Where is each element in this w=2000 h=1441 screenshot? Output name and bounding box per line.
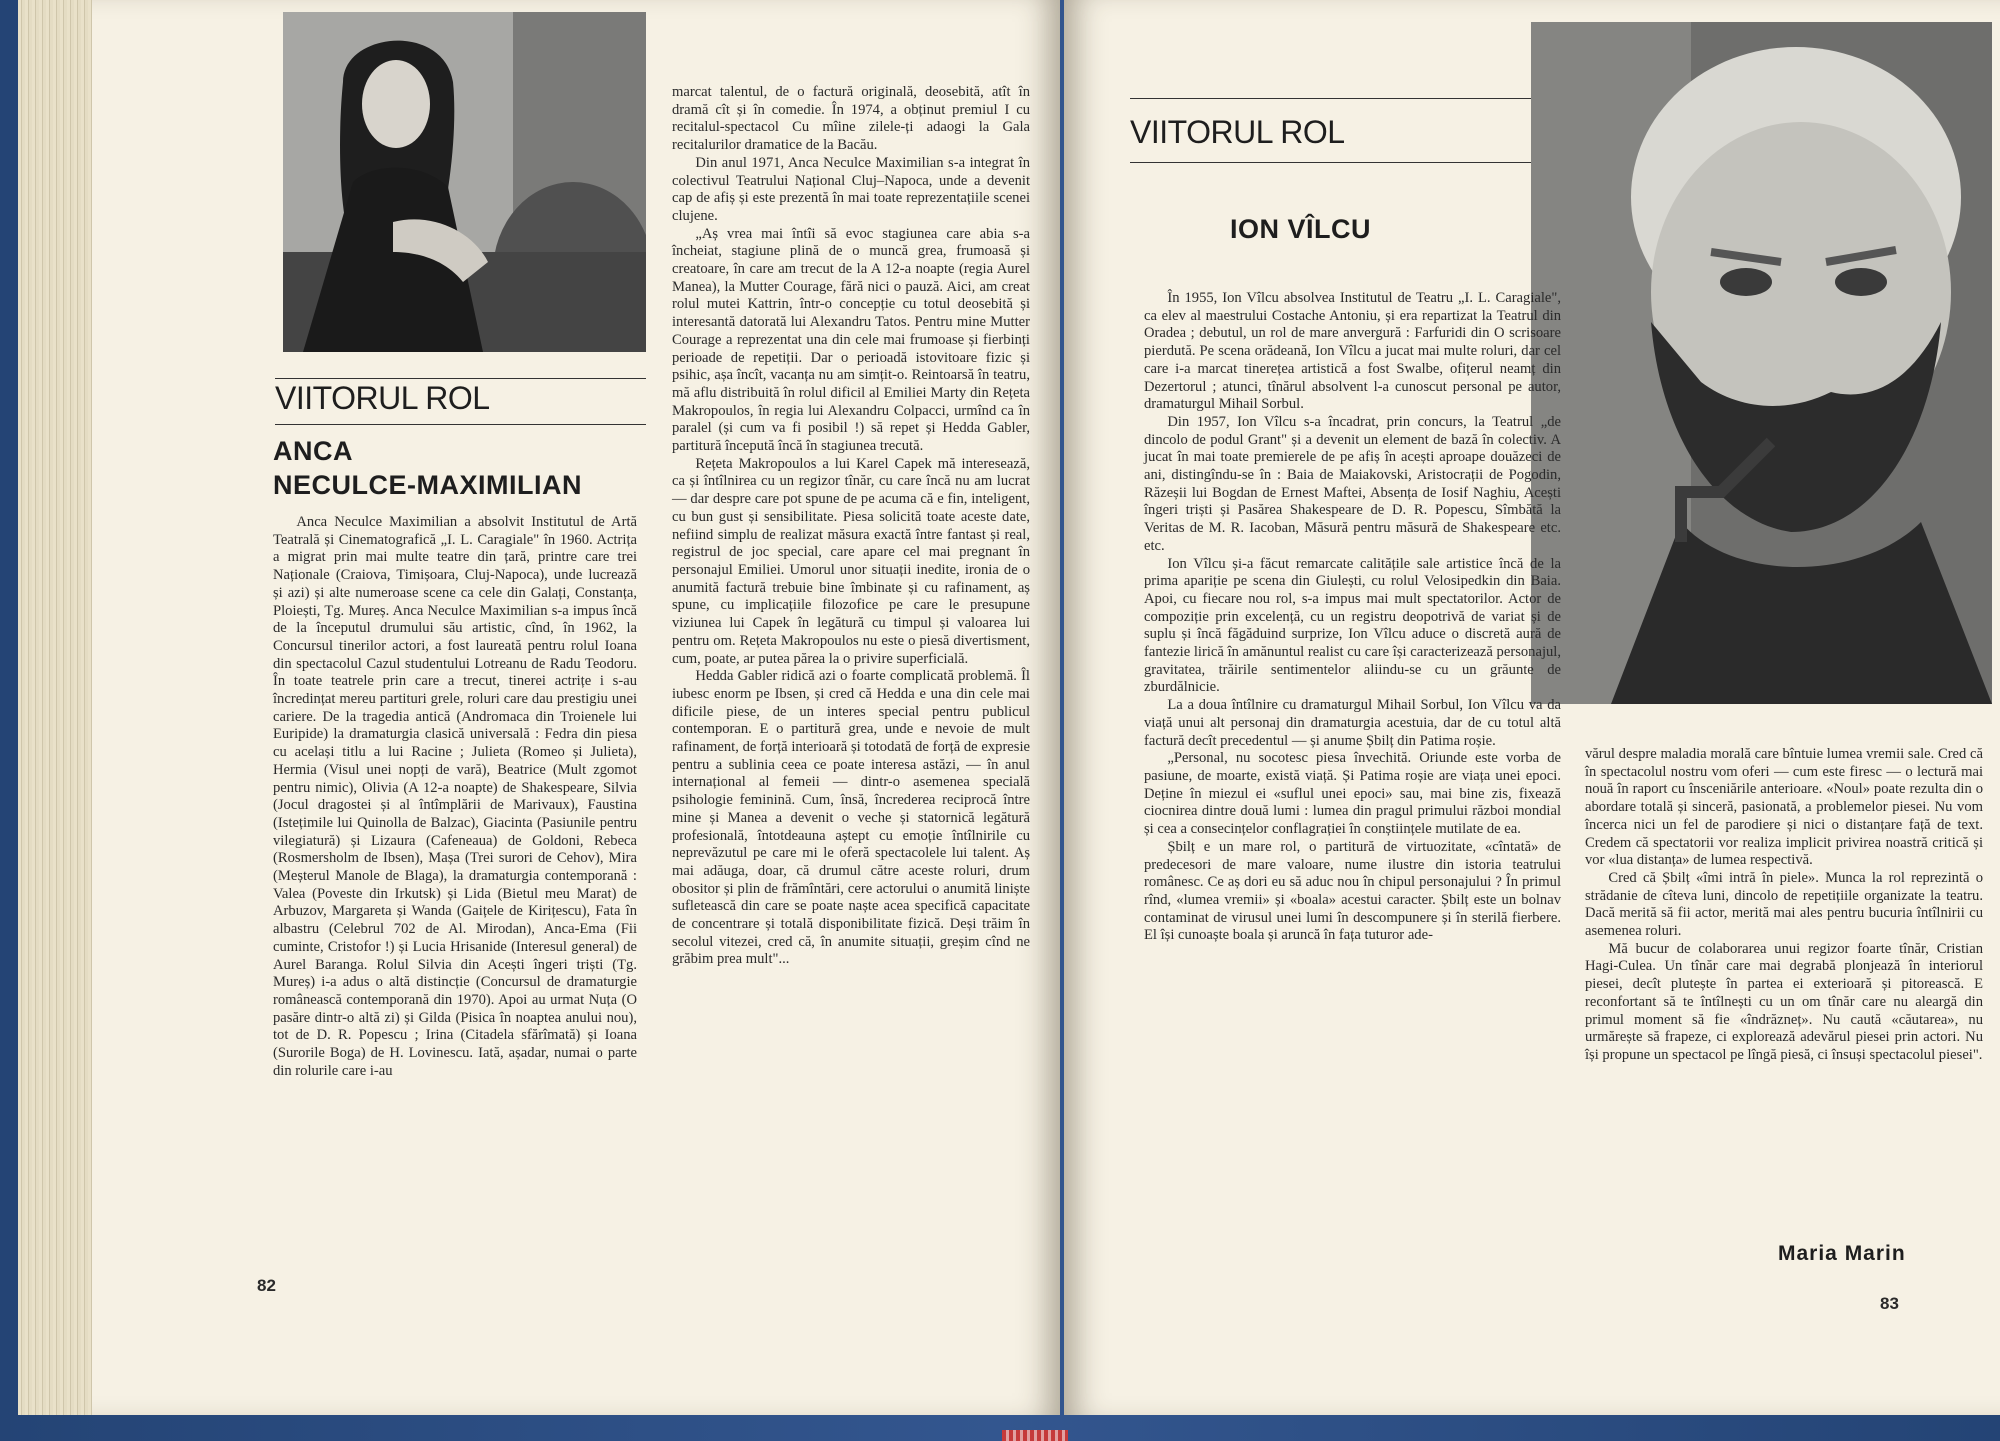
paragraph: marcat talentul, de o factură originală, deosebită, atît în dramă cît și în comedie. În 1974, a obținut premiul I cu recitalul-spectacol Cu mîine zilele-ți adaogi la Gala recitalurilor dramatice de la Bacău. [672,84,1030,154]
paragraph: În 1955, Ion Vîlcu absolvea Institutul de Teatru „I. L. Caragiale", ca elev al maestrului Costache Antoniu, și era repartizat la Teatrul din Oradea ; debutul, un rol de mare anvergură : Farfuridi din O scrisoare pierdută. Pe scena orădeană, Ion Vîlcu a jucat mai multe roluri, dar cel care i-a marcat tinerețea artistică a fost Swalbe, ofițerul neamț din Dezertorul ; atunci, tînărul absolvent l-a cunoscut personal pe autor, dramaturgul Mihail Sorbul. [1144,290,1561,413]
person-name-line2: NECULCE-MAXIMILIAN [273,470,582,500]
heading-rule-top [275,378,646,379]
article-column-2 [672,84,1030,969]
paragraph: La a doua întîlnire cu dramaturgul Mihail Sorbul, Ion Vîlcu va da viață unui alt personaj din dramaturgia acestuia, dar de cu totul altă factură decît precedentul — și anume Șbilț din Patima roșie. [1144,697,1561,749]
portrait-photo-bearded-man [1531,22,1992,704]
paragraph: Ion Vîlcu și-a făcut remarcate calitățile sale artistice încă de la prima apariție pe scena din Giulești, cu rolul Velosipedkin din Baia. Apoi, cu fiecare nou rol, s-a impus mai mult spectatorilor. Actor de compoziție prin excelență, cu un registru deopotrivă de variat și de suplu și încă făgăduind surprize, Ion Vîlcu aduce o discretă aură de fantezie lirică în amănuntul realist cu care își caracterizează personajul, gravitatea, trăirile sentimentelor aliindu-se cu un grăunte de zburdălnicie. [1144,555,1561,696]
heading-rule-bottom [275,424,646,425]
heading-rule-top [1130,98,1552,99]
paragraph: Cred că Șbilț «îmi intră în piele». Munca la rol reprezintă o strădanie de cîteva luni, dincolo de repetițiile organizate la teatru. Dacă merită să fii actor, merită mai ales pentru bucuria întîlnirii cu asemenea roluri. [1585,869,1983,940]
article-column-2 [1585,746,1983,1065]
person-name: ION VÎLCU [1230,214,1372,244]
article-column-1 [273,514,637,1081]
page-number: 83 [1880,1294,1899,1313]
portrait-photo-woman [283,12,646,352]
author-signature: Maria Marin [1778,1242,1906,1265]
paragraph: „Aș vrea mai întîi să evoc stagiunea care abia s-a încheiat, stagiune plină de o muncă grea, frumoasă și creatoare, în care am trecut de la A 12-a noapte (regia Aurel Manea), la Mutter Courage, fără nici o pauză. Aici, am creat rolul mutei Kattrin, într-o concepție cu totul deosebită și interesantă datorată lui Alexandru Tatos. Pentru mine Mutter Courage a reprezentat una din cele mai frumoase și fierbinți perioade de repetiții. Dar o perioadă istovitoare fizic și psihic, așa încît, vacanța nu am simțit-o. Reintoarsă în teatru, mă aflu distribuită în rolul dificil al Emiliei Marty din Rețeta Makropoulos, în regia lui Alexandru Colpacci, urmînd ca în paralel (și cum va fi posibil !) să repet și Hedda Gabler, partitură începută încă în stagiunea trecută. [672,225,1030,455]
paragraph: Din 1957, Ion Vîlcu s-a încadrat, prin concurs, la Teatrul „de dincolo de podul Grant" și a devenit un element de bază în colectiv. A jucat în mai toate premierele de pe afiș în acești aproape douăzeci de ani, distingîndu-se în : Baia de Maiakovski, Aristocrații de Pogodin, Răzeșii lui Bogdan de Ernest Maftei, Absența de Iosif Naghiu, Acești îngeri triști și Pasărea Shakespeare de D. R. Popescu, Sîmbătă la Veritas de M. R. Iacoban, Măsură pentru măsură de Shakespeare etc. etc. [1144,413,1561,554]
bookmark-ribbon [1002,1430,1068,1441]
page-edges [18,0,103,1415]
page-number: 82 [257,1276,276,1295]
section-label: VIITORUL ROL [275,380,490,416]
article-column-1 [1144,290,1561,945]
section-label: VIITORUL ROL [1130,114,1345,150]
person-name [273,434,653,502]
paragraph: „Personal, nu socotesc piesa învechită. Oriunde este vorba de pasiune, de moarte, există viață. Și Patima roșie are viața unei epoci. Deține în miezul ei «suflul unei epoci» sau, mai bine zis, fixează ciocnirea dintre două lumi : lumea din pragul primului război mondial și cea a consecințelor conflagrației în conștiințele mutilate de ea. [1144,750,1561,838]
paragraph: Mă bucur de colaborarea unui regizor foarte tînăr, Cristian Hagi-Culea. Un tînăr care mai degrabă plonjează în interiorul piesei, decît plutește în partea ei exterioară și pitorească. E reconfortant să te întîlnești cu un om tînăr care nu aleargă din primul moment să fie «îndrăzneț». Nu caută «căutarea», nu urmărește să frapeze, ci explorează adevărul piesei prin actori. Nu își propune un spectacol pe lîngă piesă, ci însuși spectacolul piesei". [1585,940,1983,1063]
paragraph: Șbilț e un mare rol, o partitură de virtuozitate, «cîntată» de predecesori de mare valoare, nume ilustre din istoria teatrului românesc. Ce aș dori eu să aduc nou în chipul personajului ? În primul rînd, «lumea vremii» și «boala» acestui caracter. Șbilț este un bolnav contaminat de virusul unei lumi în descompunere și în sterilă fierbere. El își cunoaște boala și aruncă în fața tuturor ade- [1144,838,1561,944]
paragraph: Anca Neculce Maximilian a absolvit Institutul de Artă Teatrală și Cinematografică „I. L. Caragiale" în 1960. Actrița a migrat prin mai multe teatre din țară, printre care trei Naționale (Craiova, Timișoara, Cluj-Napoca), unde lucrează și azi) și alte numeroase scene ca cele din Galați, Constanța, Ploiești, Tg. Mureș. Anca Neculce Maximilian s-a impus încă de la începutul drumului său artistic, cînd, în 1962, la Concursul tinerilor actori, a fost laureată pentru rolul Ioana din spectacolul Cazul studentului Lotreanu de Radu Teodoru. În toate teatrele prin care a trecut, tinerei actrițe i s-au încredințat mereu partituri grele, roluri care dau prestigiu unei cariere. De la tragedia antică (Andromaca din Troienele lui Euripide) la dramaturgia clasică universală : Fedra din piesa cu același titlu a lui Racine ; Julieta (Romeo și Julieta), Hermia (Visul unei nopți de vară), Beatrice (Mult zgomot pentru nimic), Olivia (A 12-a noapte) de Shakespeare, Silvia (Jocul dragostei și al întîmplării de Marivaux), Faustina (Istețimile lui Quinolla de Balzac), Giacinta (Pasiunile pentru vilegiatură) și Lizaura (Cafeneaua) de Goldoni, Rebeca (Rosmersholm de Ibsen), Mașa (Trei surori de Cehov), Mira (Meșterul Manole de Blaga), la dramaturgia contemporană : Valea (Poveste din Irkutsk) și Lida (Bietul meu Marat) de Arbuzov, Margareta și Wanda (Gaițele de Kirițescu), Fata în albastru (Celebrul 702 de Al. Mirodan), Anca-Ema (Fii cuminte, Cristofor !) și Lucia Hrisanide (Interesul general) de Aurel Baranga. Rolul Silvia din Acești îngeri triști (Tg. Mureș) i-a adus o altă distincție (Concursul de dramaturgie românească contemporană din 1970). Apoi au urmat Nuța (O pasăre dintr-o altă zi) și Gilda (Pisica în noaptea anului nou), tot de D. R. Popescu ; Irina (Citadela sfărîmată) și Ioana (Surorile Boga) de H. Lovinescu. Iată, așadar, numai o parte din rolurile care i-au [273,514,637,1079]
paragraph: vărul despre maladia morală care bîntuie lumea vremii sale. Cred că în spectacolul nostru vom oferi — cum este firesc — o lectură mai nouă în raport cu însceniările anterioare. «Noul» poate rezulta din o abordare totală și sinceră, pasionată, a problemelor piesei. Nu vom încerca nici un fel de parodiere și nici o distanțare față de text. Credem că spectatorii vor realiza implicit privirea noastră critică și vor «lua distanța» de lumea respectivă. [1585,746,1983,869]
right-page [1064,0,2000,1415]
heading-rule-bottom [1130,162,1552,163]
paragraph: Din anul 1971, Anca Neculce Maximilian s-a integrat în colectivul Teatrului Național Cluj–Napoca, unde a devenit cap de afiș și este prezentă în mai toate reprezentațiile scenei clujene. [672,154,1030,224]
paragraph: Rețeta Makropoulos a lui Karel Capek mă interesează, ca și întîlnirea cu un regizor tînăr, cu care încă nu am lucrat — dar despre care pot spune de pe acuma că e fin, inteligent, cu bun gust și sensibilitate. Piesa solicită toate aceste date, nefiind simplu de realizat măsura exactă între fantast și real, registrul de joc special, care apare cel mai pregnant în personajul Emiliei. Umorul unor situații inedite, ironia de o anumită factură trebuie bine îmbinate și cu rafinament, aș spune, cu implicațiile filozofice pe care le presupune viziunea lui Capek în legătură cu timpul și valoarea lui pentru om. Rețeta Makropoulos nu este o piesă divertisment, cum, poate, ar putea părea la o privire superficială. [672,455,1030,667]
person-name-line1: ANCA [273,436,353,466]
paragraph: Hedda Gabler ridică azi o foarte complicată problemă. Îl iubesc enorm pe Ibsen, și cred că Hedda e una din cele mai dificile piese, de un interes special pentru publicul contemporan. E o partitură grea, unde e nevoie de mult rafinament, de forță interioară și totodată de forță de expresie pentru a sublinia ceea ce poate interesa astăzi, — în anul internațional al femeii — dintr-o asemenea specială psihologie feminină. Cum, însă, încrederea reciprocă între mine și Manea a devenit o veche și statornică legătură profesională, întotdeauna aștept cu emoție întîlnirile cu neprevăzutul pe care mi le oferă spectacolele lui talent. Aș mai adăuga, doar, că drumul către aceste roluri, drum obositor și plin de frămîntări, cere actorului o anumită liniște sufletească din care se poate naște acea specifică capacitate de concentrare și totală disponibilitate fizică. Deși trăim în secolul vitezei, cred că, în anumite situații, greșim cînd ne grăbim prea mult"... [672,668,1030,968]
left-page [92,0,1060,1415]
